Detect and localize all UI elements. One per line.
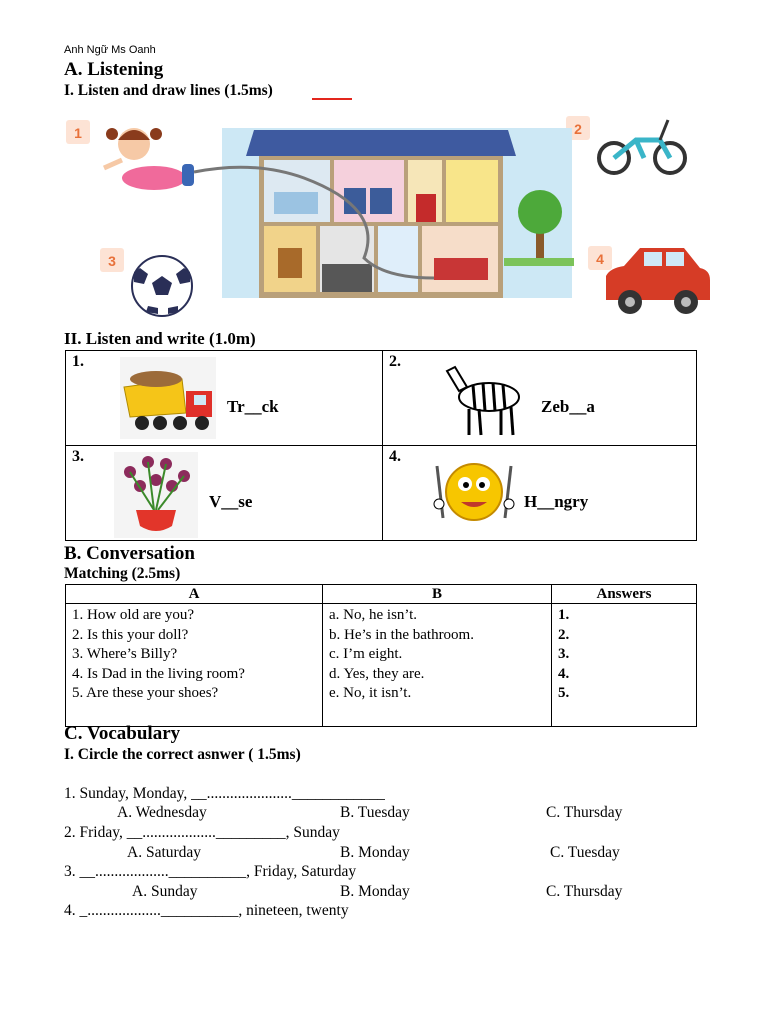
circle-answer-title: I. Circle the correct asnwer ( 1.5ms) <box>64 746 301 763</box>
badge-2-label: 2 <box>574 121 582 137</box>
option-c1-c[interactable]: C. Thursday <box>546 804 623 821</box>
option-c1-a[interactable]: A. Wednesday <box>117 804 207 821</box>
option-c2-c[interactable]: C. Tuesday <box>550 844 620 861</box>
bicycle-icon <box>599 120 685 173</box>
write-word-1: Tr__ck <box>227 397 279 416</box>
question-c3: 3. __...................__________, Friday, Saturday <box>64 863 357 880</box>
write-num-3: 3. <box>72 448 84 465</box>
option-c2-a[interactable]: A. Saturday <box>127 844 202 861</box>
answer-1[interactable]: 1. <box>558 607 570 623</box>
hungry-face-icon <box>429 458 519 524</box>
badge-3-label: 3 <box>108 253 116 269</box>
option-c3-c[interactable]: C. Thursday <box>546 883 623 900</box>
section-c-title: C. Vocabulary <box>64 723 181 744</box>
question-1: 1. How old are you? <box>72 607 195 623</box>
write-cell-2 <box>383 351 697 446</box>
matching-table <box>65 584 697 727</box>
response-b: b. He’s in the bathroom. <box>329 626 474 643</box>
question-4: 4. Is Dad in the living room? <box>72 665 245 682</box>
question-c2: 2. Friday, __..................._________, Sunday <box>64 824 340 841</box>
question-2: 2. Is this your doll? <box>72 626 189 643</box>
column-a <box>66 604 323 727</box>
answer-3[interactable]: 3. <box>558 646 570 663</box>
badge-3 <box>100 248 124 272</box>
option-c1-b[interactable]: B. Tuesday <box>340 804 410 821</box>
answer-2[interactable]: 2. <box>558 626 570 643</box>
section-a-title: A. Listening <box>64 59 164 80</box>
write-cell-4 <box>383 446 697 541</box>
write-num-1: 1. <box>72 353 84 370</box>
header-b: B <box>323 585 552 604</box>
write-word-3: V__se <box>209 492 253 511</box>
write-num-4: 4. <box>389 448 401 465</box>
badge-1-label: 1 <box>74 125 82 141</box>
badge-1 <box>66 120 90 144</box>
column-answers <box>552 604 697 727</box>
question-c4: 4. _...................__________, nineteen, twenty <box>64 902 349 919</box>
response-d: d. Yes, they are. <box>329 665 425 682</box>
listening-scene <box>64 108 724 320</box>
header-a: A <box>66 585 323 604</box>
response-e: e. No, it isn’t. <box>329 685 412 702</box>
question-5: 5. Are these your shoes? <box>72 685 219 702</box>
response-c: c. I’m eight. <box>329 646 403 663</box>
truck-icon <box>120 357 216 439</box>
header-answers: Answers <box>552 585 697 604</box>
doll-icon <box>104 128 194 190</box>
response-a: a. No, he isn’t. <box>329 607 418 623</box>
write-word-4: H__ngry <box>524 492 589 511</box>
header-note: Anh Ngữ Ms Oanh <box>64 44 156 56</box>
write-word-2: Zeb__a <box>541 397 595 416</box>
column-b <box>323 604 552 727</box>
question-c1: 1. Sunday, Monday, __......................____________ <box>64 785 385 802</box>
write-cell-3 <box>66 446 383 541</box>
option-c3-b[interactable]: B. Monday <box>340 883 410 900</box>
matching-title: Matching (2.5ms) <box>64 565 181 582</box>
answer-4[interactable]: 4. <box>558 665 570 682</box>
badge-4-label: 4 <box>596 251 604 267</box>
badge-4 <box>588 246 612 270</box>
listen-write-table <box>65 350 697 541</box>
question-3: 3. Where’s Billy? <box>72 646 178 663</box>
option-c3-a[interactable]: A. Sunday <box>132 883 198 900</box>
football-icon <box>132 256 192 316</box>
zebra-icon <box>443 363 531 441</box>
option-c2-b[interactable]: B. Monday <box>340 844 410 861</box>
part1-title: I. Listen and draw lines (1.5ms) <box>64 82 273 99</box>
section-b-title: B. Conversation <box>64 543 195 564</box>
write-num-2: 2. <box>389 353 401 370</box>
car-icon <box>606 248 710 314</box>
red-underline-mark <box>312 98 352 100</box>
vase-icon <box>114 452 198 538</box>
part2-title: II. Listen and write (1.0m) <box>64 329 256 348</box>
answer-5[interactable]: 5. <box>558 685 570 702</box>
write-cell-1 <box>66 351 383 446</box>
